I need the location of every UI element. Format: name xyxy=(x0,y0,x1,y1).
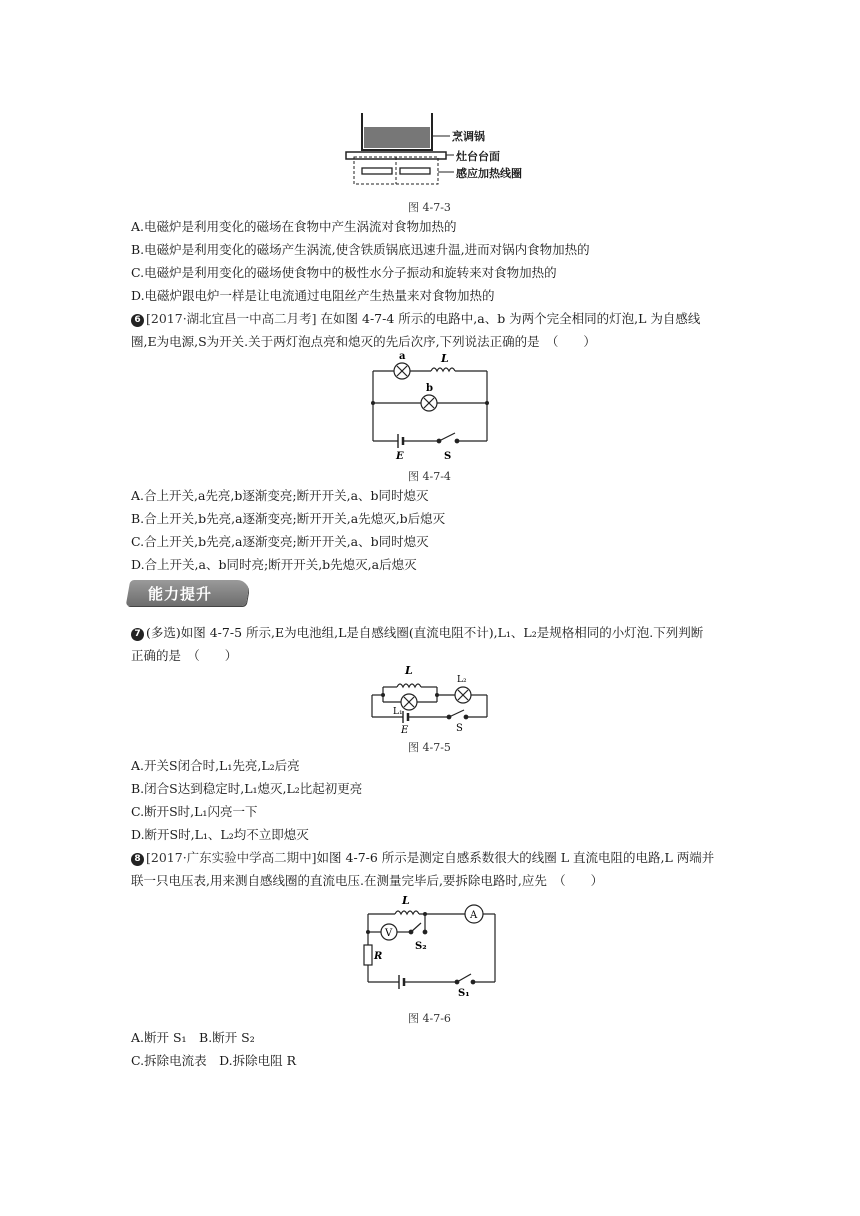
figure-4-7-5 xyxy=(365,660,495,738)
q6-stem-line1 xyxy=(131,311,700,327)
question-number-badge: 7 xyxy=(131,628,144,641)
circuit-diagram-4-7-4 xyxy=(365,348,495,463)
label-source-E: E xyxy=(396,451,404,462)
figure-4-7-4 xyxy=(365,348,495,463)
circuit-diagram-4-7-5 xyxy=(365,660,495,738)
q6-option-c: C.合上开关,b先亮,a逐渐变亮;断开开关,a、b同时熄灭 xyxy=(131,534,429,549)
label-lamp-L2: L₂ xyxy=(457,675,467,685)
q7-option-b: B.闭合S达到稳定时,L₁熄灭,L₂比起初更亮 xyxy=(131,781,363,796)
q7-stem-line2: 正确的是 （ ） xyxy=(131,648,238,663)
section-header xyxy=(128,580,248,606)
label-resistor-R: R xyxy=(374,951,383,962)
label-switch-S: S xyxy=(444,451,452,462)
figure-4-7-3 xyxy=(340,110,540,190)
q5-option-c: C.电磁炉是利用变化的磁场使食物中的极性水分子振动和旋转来对食物加热的 xyxy=(131,265,557,280)
label-lamp-a: a xyxy=(399,351,406,362)
label-ammeter-A: A xyxy=(470,910,478,921)
q6-option-b: B.合上开关,b先亮,a逐渐变亮;断开开关,a先熄灭,b后熄灭 xyxy=(131,511,446,526)
question-source: [2017·湖北宜昌一中高二月考] xyxy=(146,311,317,326)
label-stovetop: 灶台台面 xyxy=(456,150,500,163)
q6-option-a: A.合上开关,a先亮,b逐渐变亮;断开开关,a、b同时熄灭 xyxy=(131,488,429,503)
label-inductor-L: L xyxy=(402,894,410,907)
q7-stem-line1 xyxy=(131,625,703,641)
figure-caption-4-7-5: 图 4-7-5 xyxy=(408,741,451,754)
label-switch-S2: S₂ xyxy=(415,941,427,952)
label-lamp-L1: L₁ xyxy=(393,707,403,717)
figure-caption-4-7-4: 图 4-7-4 xyxy=(408,470,451,483)
label-inductor-L: L xyxy=(405,664,413,677)
question-source: [2017·广东实验中学高二期中] xyxy=(146,850,317,865)
label-coil: 感应加热线圈 xyxy=(456,167,522,180)
q7-option-a: A.开关S闭合时,L₁先亮,L₂后亮 xyxy=(131,758,300,773)
q6-stem-line2: 圈,E为电源,S为开关.关于两灯泡点亮和熄灭的先后次序,下列说法正确的是 （ ） xyxy=(131,334,596,349)
label-inductor-L: L xyxy=(441,352,449,365)
figure-caption-4-7-6: 图 4-7-6 xyxy=(408,1012,451,1025)
label-source-E: E xyxy=(401,725,409,736)
figure-4-7-6 xyxy=(355,893,505,997)
q8-stem-line1 xyxy=(131,850,714,866)
label-switch-S1: S₁ xyxy=(458,988,470,997)
circuit-diagram-4-7-6 xyxy=(355,893,505,997)
q5-option-b: B.电磁炉是利用变化的磁场产生涡流,使含铁质锅底迅速升温,进而对锅内食物加热的 xyxy=(131,242,590,257)
figure-caption-4-7-3: 图 4-7-3 xyxy=(408,201,451,214)
q5-option-a: A.电磁炉是利用变化的磁场在食物中产生涡流对食物加热的 xyxy=(131,219,457,234)
label-pot: 烹调锅 xyxy=(452,130,485,143)
label-lamp-b: b xyxy=(426,383,433,394)
q8-options-ab: A.断开 S₁ B.断开 S₂ xyxy=(131,1030,255,1045)
question-stem: 如图 4-7-6 所示是测定自感系数很大的线圈 L 直流电阻的电路,L 两端并 xyxy=(316,850,715,865)
question-stem: 在如图 4-7-4 所示的电路中,a、b 为两个完全相同的灯泡,L 为自感线 xyxy=(320,311,701,326)
q5-option-d: D.电磁炉跟电炉一样是让电流通过电阻丝产生热量来对食物加热的 xyxy=(131,288,495,303)
q6-option-d: D.合上开关,a、b同时亮;断开开关,b先熄灭,a后熄灭 xyxy=(131,557,417,572)
section-title: 能力提升 xyxy=(148,585,213,603)
question-number-badge: 8 xyxy=(131,853,144,866)
q8-options-cd: C.拆除电流表 D.拆除电阻 R xyxy=(131,1053,297,1068)
question-number-badge: 6 xyxy=(131,314,144,327)
q7-option-d: D.断开S时,L₁、L₂均不立即熄灭 xyxy=(131,827,309,842)
q7-option-c: C.断开S时,L₁闪亮一下 xyxy=(131,804,258,819)
label-switch-S: S xyxy=(456,723,463,734)
question-stem: (多选)如图 4-7-5 所示,E为电池组,L是自感线圈(直流电阻不计),L₁、L₂是规格相同的小灯泡.下列判断 xyxy=(146,625,704,640)
label-voltmeter-V: V xyxy=(385,928,393,939)
q8-stem-line2: 联一只电压表,用来测自感线圈的直流电压.在测量完毕后,要拆除电路时,应先 （ ） xyxy=(131,873,604,888)
